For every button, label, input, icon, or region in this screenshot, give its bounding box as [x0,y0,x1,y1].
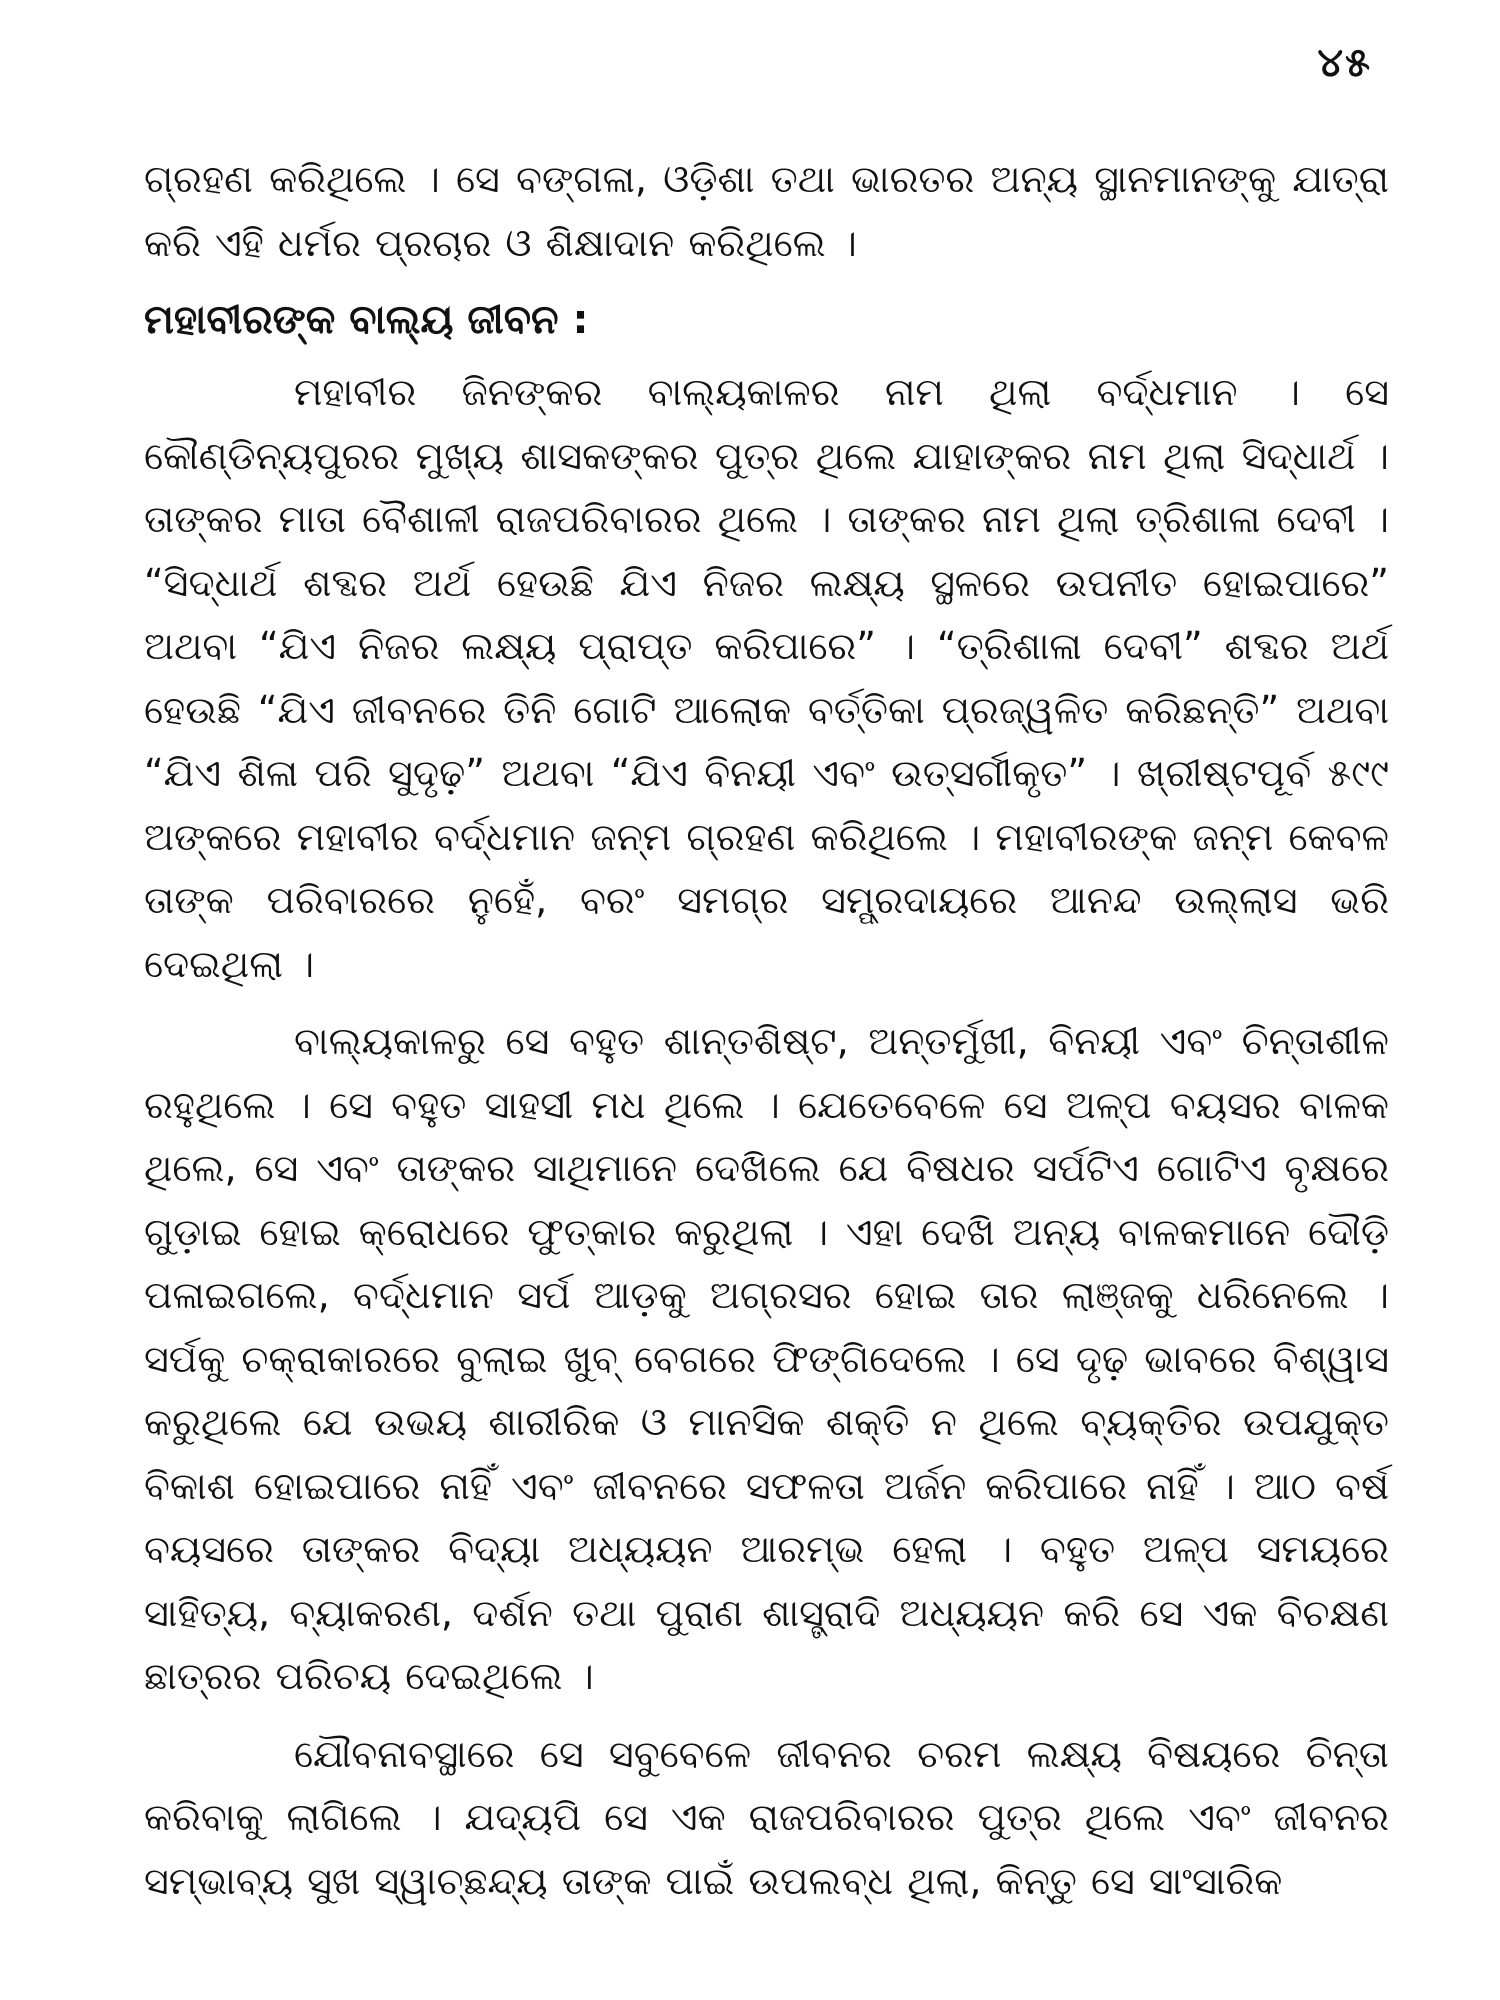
page-body [144,148,1389,1913]
page-number: ୪୫ [1317,40,1372,86]
intro-paragraph: ଗ୍ରହଣ କରିଥିଲେ । ସେ ବଙ୍ଗଳା, ଓଡ଼ିଶା ତଥା ଭାରତର ଅନ୍ୟ ସ୍ଥାନମାନଙ୍କୁ ଯାତ୍ରା କରି ଏହି ଧର୍ମର ପ୍ରଚାର ଓ ଶିକ୍ଷାଦାନ କରିଥିଲେ । [144,157,1389,265]
paragraph-youth: ଯୌବନାବସ୍ଥାରେ ସେ ସବୁବେଳେ ଜୀବନର ଚରମ ଲକ୍ଷ୍ୟ ବିଷୟରେ ଚିନ୍ତା କରିବାକୁ ଲାଗିଲେ । ଯଦ୍ୟପି ସେ ଏକ ରାଜପରିବାରର ପୁତ୍ର ଥିଲେ ଏବଂ ଜୀବନର ସମ୍ଭାବ୍ୟ ସୁଖ ସ୍ୱାଚ୍ଛନ୍ଦ୍ୟ ତାଙ୍କ ପାଇଁ ଉପଲବ୍ଧ ଥିଲା, କିନ୍ତୁ ସେ ସାଂସାରିକ [144,1731,1389,1903]
paragraph-childhood: ବାଲ୍ୟକାଳରୁ ସେ ବହୁତ ଶାନ୍ତଶିଷ୍ଟ, ଅନ୍ତର୍ମୁଖୀ, ବିନୟୀ ଏବଂ ଚିନ୍ତାଶୀଳ ରହୁଥିଲେ । ସେ ବହୁତ ସାହସୀ ମଧ ଥିଲେ । ଯେତେବେଳେ ସେ ଅଳ୍ପ ବୟସର ବାଳକ ଥିଲେ, ସେ ଏବଂ ତାଙ୍କର ସାଥିମାନେ ଦେଖିଲେ ଯେ ବିଷଧର ସର୍ପଟିଏ ଗୋଟିଏ ବୃକ୍ଷରେ ଗୁଡ଼ାଇ ହୋଇ କ୍ରୋଧରେ ଫୁତ୍କାର କରୁଥିଲା । ଏହା ଦେଖି ଅନ୍ୟ ବାଳକମାନେ ଦୌଡ଼ି ପଳାଇଗଲେ, ବର୍ଦ୍ଧମାନ ସର୍ପ ଆଡ଼କୁ ଅଗ୍ରସର ହୋଇ ତାର ଲାଞ୍ଜକୁ ଧରିନେଲେ । ସର୍ପକୁ ଚକ୍ରାକାରରେ ବୁଲାଇ ଖୁବ୍ ବେଗରେ ଫିଙ୍ଗିଦେଲେ । ସେ ଦୃଢ଼ ଭାବରେ ବିଶ୍ୱାସ କରୁଥିଲେ ଯେ ଉଭୟ ଶାରୀରିକ ଓ ମାନସିକ ଶକ୍ତି ନ ଥିଲେ ବ୍ୟକ୍ତିର ଉପଯୁକ୍ତ ବିକାଶ ହୋଇପାରେ ନାହିଁ ଏବଂ ଜୀବନରେ ସଫଳତା ଅର୍ଜନ କରିପାରେ ନାହିଁ । ଆଠ ବର୍ଷ ବୟସରେ ତାଙ୍କର ବିଦ୍ୟା ଅଧ୍ୟୟନ ଆରମ୍ଭ ହେଲା । ବହୁତ ଅଳ୍ପ ସମୟରେ ସାହିତ୍ୟ, ବ୍ୟାକରଣ, ଦର୍ଶନ ତଥା ପୁରାଣ ଶାସ୍ତ୍ରାଦି ଅଧ୍ୟୟନ କରି ସେ ଏକ ବିଚକ୍ଷଣ ଛାତ୍ରର ପରିଚୟ ଦେଇଥିଲେ । [144,1019,1389,1698]
paragraph-birth: ମହାବୀର ଜିନଙ୍କର ବାଲ୍ୟକାଳର ନାମ ଥିଲା ବର୍ଦ୍ଧମାନ । ସେ କୌଣ୍ଡିନ୍ୟପୁରର ମୁଖ୍ୟ ଶାସକଙ୍କର ପୁତ୍ର ଥିଲେ ଯାହାଙ୍କର ନାମ ଥିଲା ସିଦ୍ଧାର୍ଥ । ତାଙ୍କର ମାତା ବୈଶାଳୀ ରାଜପରିବାରର ଥିଲେ । ତାଙ୍କର ନାମ ଥିଲା ତ୍ରିଶାଳା ଦେବୀ । “ସିଦ୍ଧାର୍ଥ ଶବ୍ଦର ଅର୍ଥ ହେଉଛି ଯିଏ ନିଜର ଲକ୍ଷ୍ୟ ସ୍ଥଳରେ ଉପନୀତ ହୋଇପାରେ” ଅଥବା “ଯିଏ ନିଜର ଲକ୍ଷ୍ୟ ପ୍ରାପ୍ତ କରିପାରେ” । “ତ୍ରିଶାଳା ଦେବୀ” ଶବ୍ଦର ଅର୍ଥ ହେଉଛି “ଯିଏ ଜୀବନରେ ତିନି ଗୋଟି ଆଲୋକ ବର୍ତ୍ତିକା ପ୍ରଜ୍ୱଳିତ କରିଛନ୍ତି” ଅଥବା “ଯିଏ ଶିଳା ପରି ସୁଦୃଢ଼” ଅଥବା “ଯିଏ ବିନୟୀ ଏବଂ ଉତ୍ସର୍ଗୀକୃତ” । ଖ୍ରୀଷ୍ଟପୂର୍ବ ୫୯୯ ଅଙ୍କରେ ମହାବୀର ବର୍ଦ୍ଧମାନ ଜନ୍ମ ଗ୍ରହଣ କରିଥିଲେ । ମହାବୀରଙ୍କ ଜନ୍ମ କେବଳ ତାଙ୍କ ପରିବାରରେ ନୁହେଁ, ବରଂ ସମଗ୍ର ସମ୍ପ୍ରଦାୟରେ ଆନନ୍ଦ ଉଲ୍ଲାସ ଭରି ଦେଇଥିଲା । [144,370,1389,986]
section-heading: ମହାବୀରଙ୍କ ବାଲ୍ୟ ଜୀବନ : [144,297,589,343]
